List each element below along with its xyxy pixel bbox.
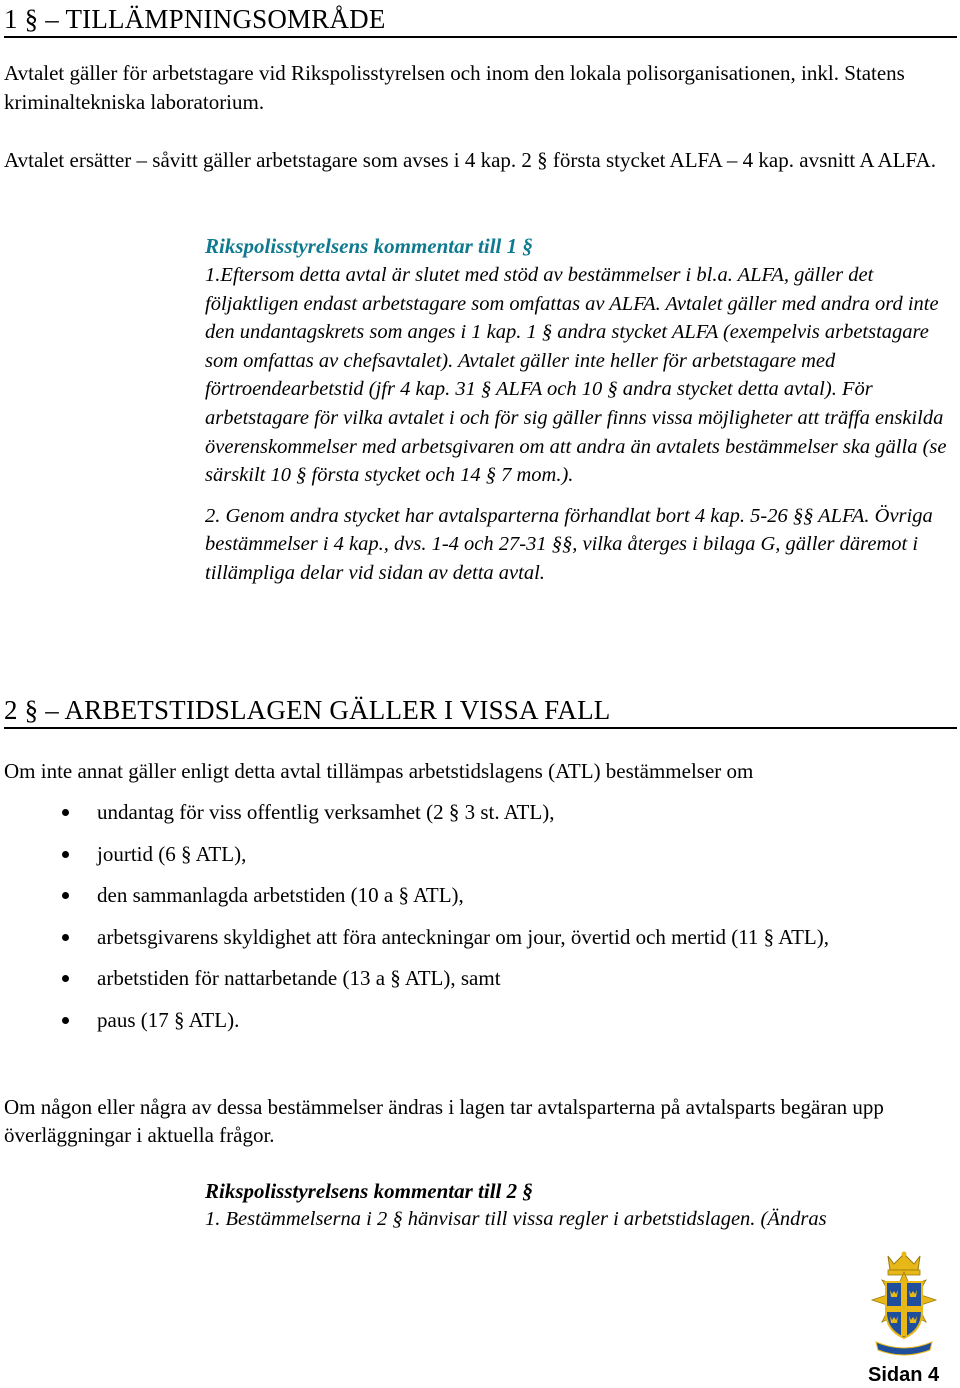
section-1-paragraph-2: Avtalet ersätter – såvitt gäller arbetstagare som avses i 4 kap. 2 § första stycket ALFA – 4 kap. avsnitt A ALFA. bbox=[4, 148, 936, 172]
list-item: arbetstiden för nattarbetande (13 a § ATL), samt bbox=[0, 964, 950, 993]
list-item: paus (17 § ATL). bbox=[0, 1006, 950, 1035]
section-2-commentary-title: Rikspolisstyrelsens kommentar till 2 § bbox=[205, 1179, 533, 1203]
section-1-commentary bbox=[205, 261, 950, 588]
bullet-dot-icon bbox=[62, 809, 69, 816]
section-2-heading: 2 § – ARBETSTIDSLAGEN GÄLLER I VISSA FALL bbox=[4, 694, 957, 729]
section-2-commentary bbox=[205, 1205, 950, 1234]
list-item: undantag för viss offentlig verksamhet (2 § 3 st. ATL), bbox=[0, 798, 950, 827]
list-item: arbetsgivarens skyldighet att föra anteckningar om jour, övertid och mertid (11 § ATL), bbox=[0, 923, 950, 952]
bullet-dot-icon bbox=[62, 1017, 69, 1024]
list-item: jourtid (6 § ATL), bbox=[0, 840, 950, 869]
section-1-commentary-item-2: 2. Genom andra stycket har avtalsparterna förhandlat bort 4 kap. 5-26 §§ ALFA. Övriga bestämmelser i 4 kap., dvs. 1-4 och 27-31 §§, vilka återges i bilaga G, gäller däremot i tillämpliga delar vid sidan av detta avtal. bbox=[205, 504, 933, 584]
bullet-dot-icon bbox=[62, 934, 69, 941]
section-2-closing: Om någon eller några av dessa bestämmelser ändras i lagen tar avtalsparterna på avtalsparts begäran upp överläggningar i aktuella frågor. bbox=[4, 1095, 884, 1147]
section-1-paragraph-1: Avtalet gäller för arbetstagare vid Rikspolisstyrelsen och inom den lokala polisorganisationen, inkl. Statens kriminaltekniska laboratorium. bbox=[4, 61, 905, 114]
bullet-dot-icon bbox=[62, 851, 69, 858]
list-item: den sammanlagda arbetstiden (10 a § ATL), bbox=[0, 881, 950, 910]
section-2-commentary-item-1: 1. Bestämmelserna i 2 § hänvisar till vissa regler i arbetstidslagen. (Ändras bbox=[205, 1208, 827, 1230]
bullet-dot-icon bbox=[62, 892, 69, 899]
section-1-commentary-item-1: 1.Eftersom detta avtal är slutet med stöd av bestämmelser i bl.a. ALFA, gäller det följaktligen endast arbetstagare som omfattas av ALFA. Avtalet gäller med andra ord inte den undantagskrets som anges i 1 kap. 1 § andra stycket ALFA (exempelvis arbetstagare som omfattas av chefsavtalet). Avtalet gäller inte heller för arbetstagare med förtroendearbetstid (jfr 4 kap. 31 § ALFA och 10 § andra stycket detta avtal). För arbetstagare för vilka avtalet i och för sig gäller finns vissa möjligheter att träffa enskilda överenskommelser med arbetsgivaren om att andra än avtalets bestämmelser ska gälla (se särskilt 10 § första stycket och 14 § 7 mom.). bbox=[205, 264, 947, 487]
bullet-dot-icon bbox=[62, 975, 69, 982]
section-2-bullet-list bbox=[0, 798, 950, 1047]
section-1-heading: 1 § – TILLÄMPNINGSOMRÅDE bbox=[4, 3, 957, 38]
section-2-intro: Om inte annat gäller enligt detta avtal tillämpas arbetstidslagens (ATL) bestämmelser om bbox=[4, 759, 754, 783]
section-1-commentary-title: Rikspolisstyrelsens kommentar till 1 § bbox=[205, 234, 533, 258]
police-emblem-icon bbox=[864, 1250, 944, 1362]
page-number: Sidan 4 bbox=[868, 1364, 940, 1386]
